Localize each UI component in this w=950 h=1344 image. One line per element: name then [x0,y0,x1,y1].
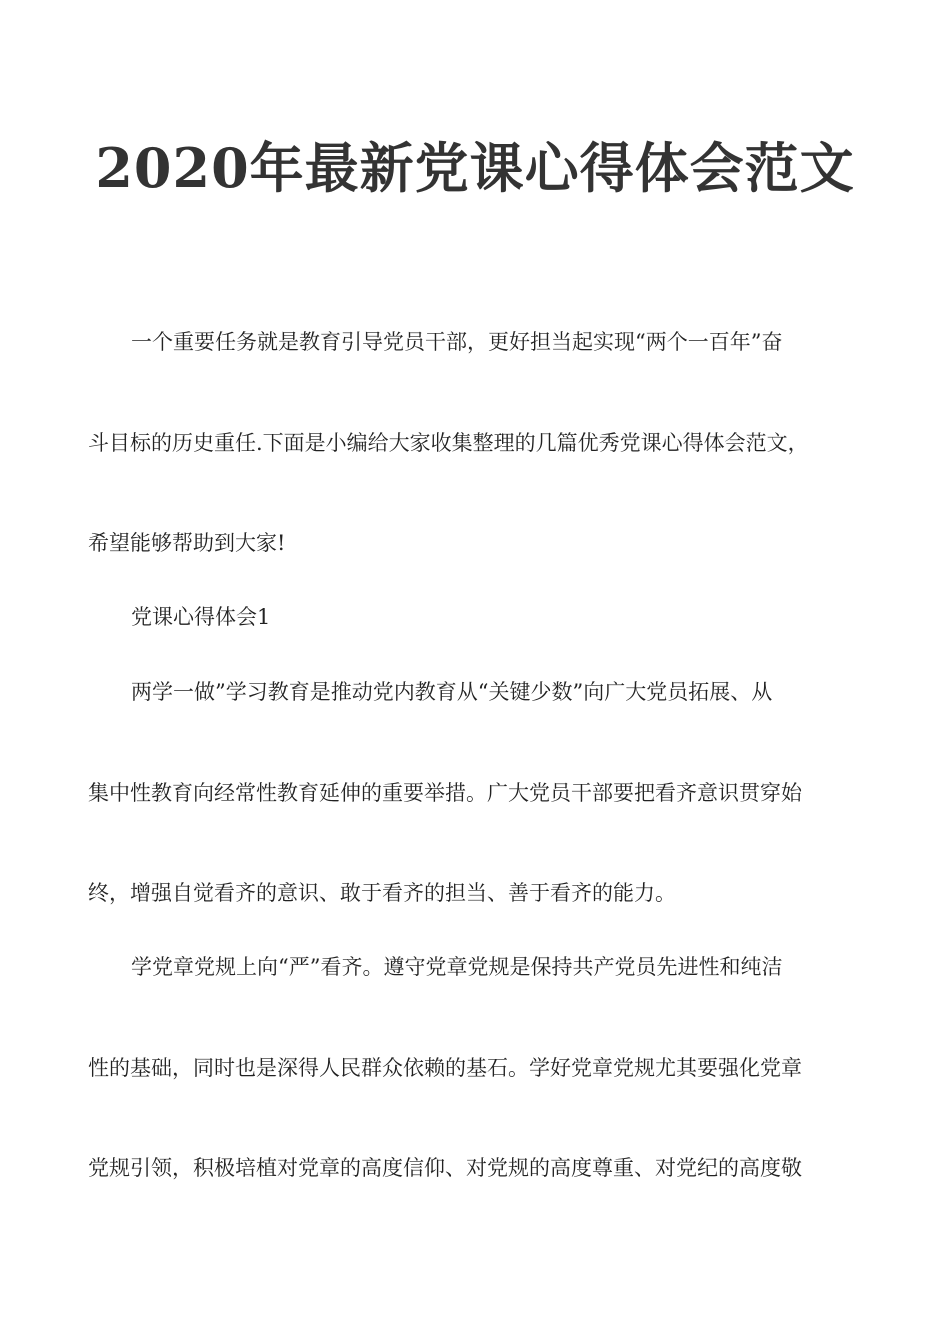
paragraph-line: 一个重要任务就是教育引导党员干部，更好担当起实现“两个一百年”奋 [131,330,783,354]
paragraph-line: 斗目标的历史重任.下面是小编给大家收集整理的几篇优秀党课心得体会范文， [88,431,809,455]
section-heading: 党课心得体会1 [131,605,271,629]
page-title: 2020年最新党课心得体会范文 [95,136,855,200]
paragraph-line: 希望能够帮助到大家! [88,531,286,555]
paragraph-line: 终，增强自觉看齐的意识、敢于看齐的担当、善于看齐的能力。 [88,881,676,905]
paragraph-line: 党规引领，积极培植对党章的高度信仰、对党规的高度尊重、对党纪的高度敬 [88,1156,802,1180]
paragraph-line: 两学一做”学习教育是推动党内教育从“关键少数”向广大党员拓展、从 [131,680,773,704]
paragraph-line: 集中性教育向经常性教育延伸的重要举措。广大党员干部要把看齐意识贯穿始 [88,781,802,805]
paragraph-line: 性的基础，同时也是深得人民群众依赖的基石。学好党章党规尤其要强化党章 [88,1056,802,1080]
paragraph-line: 学党章党规上向“严”看齐。遵守党章党规是保持共产党员先进性和纯洁 [131,955,783,979]
